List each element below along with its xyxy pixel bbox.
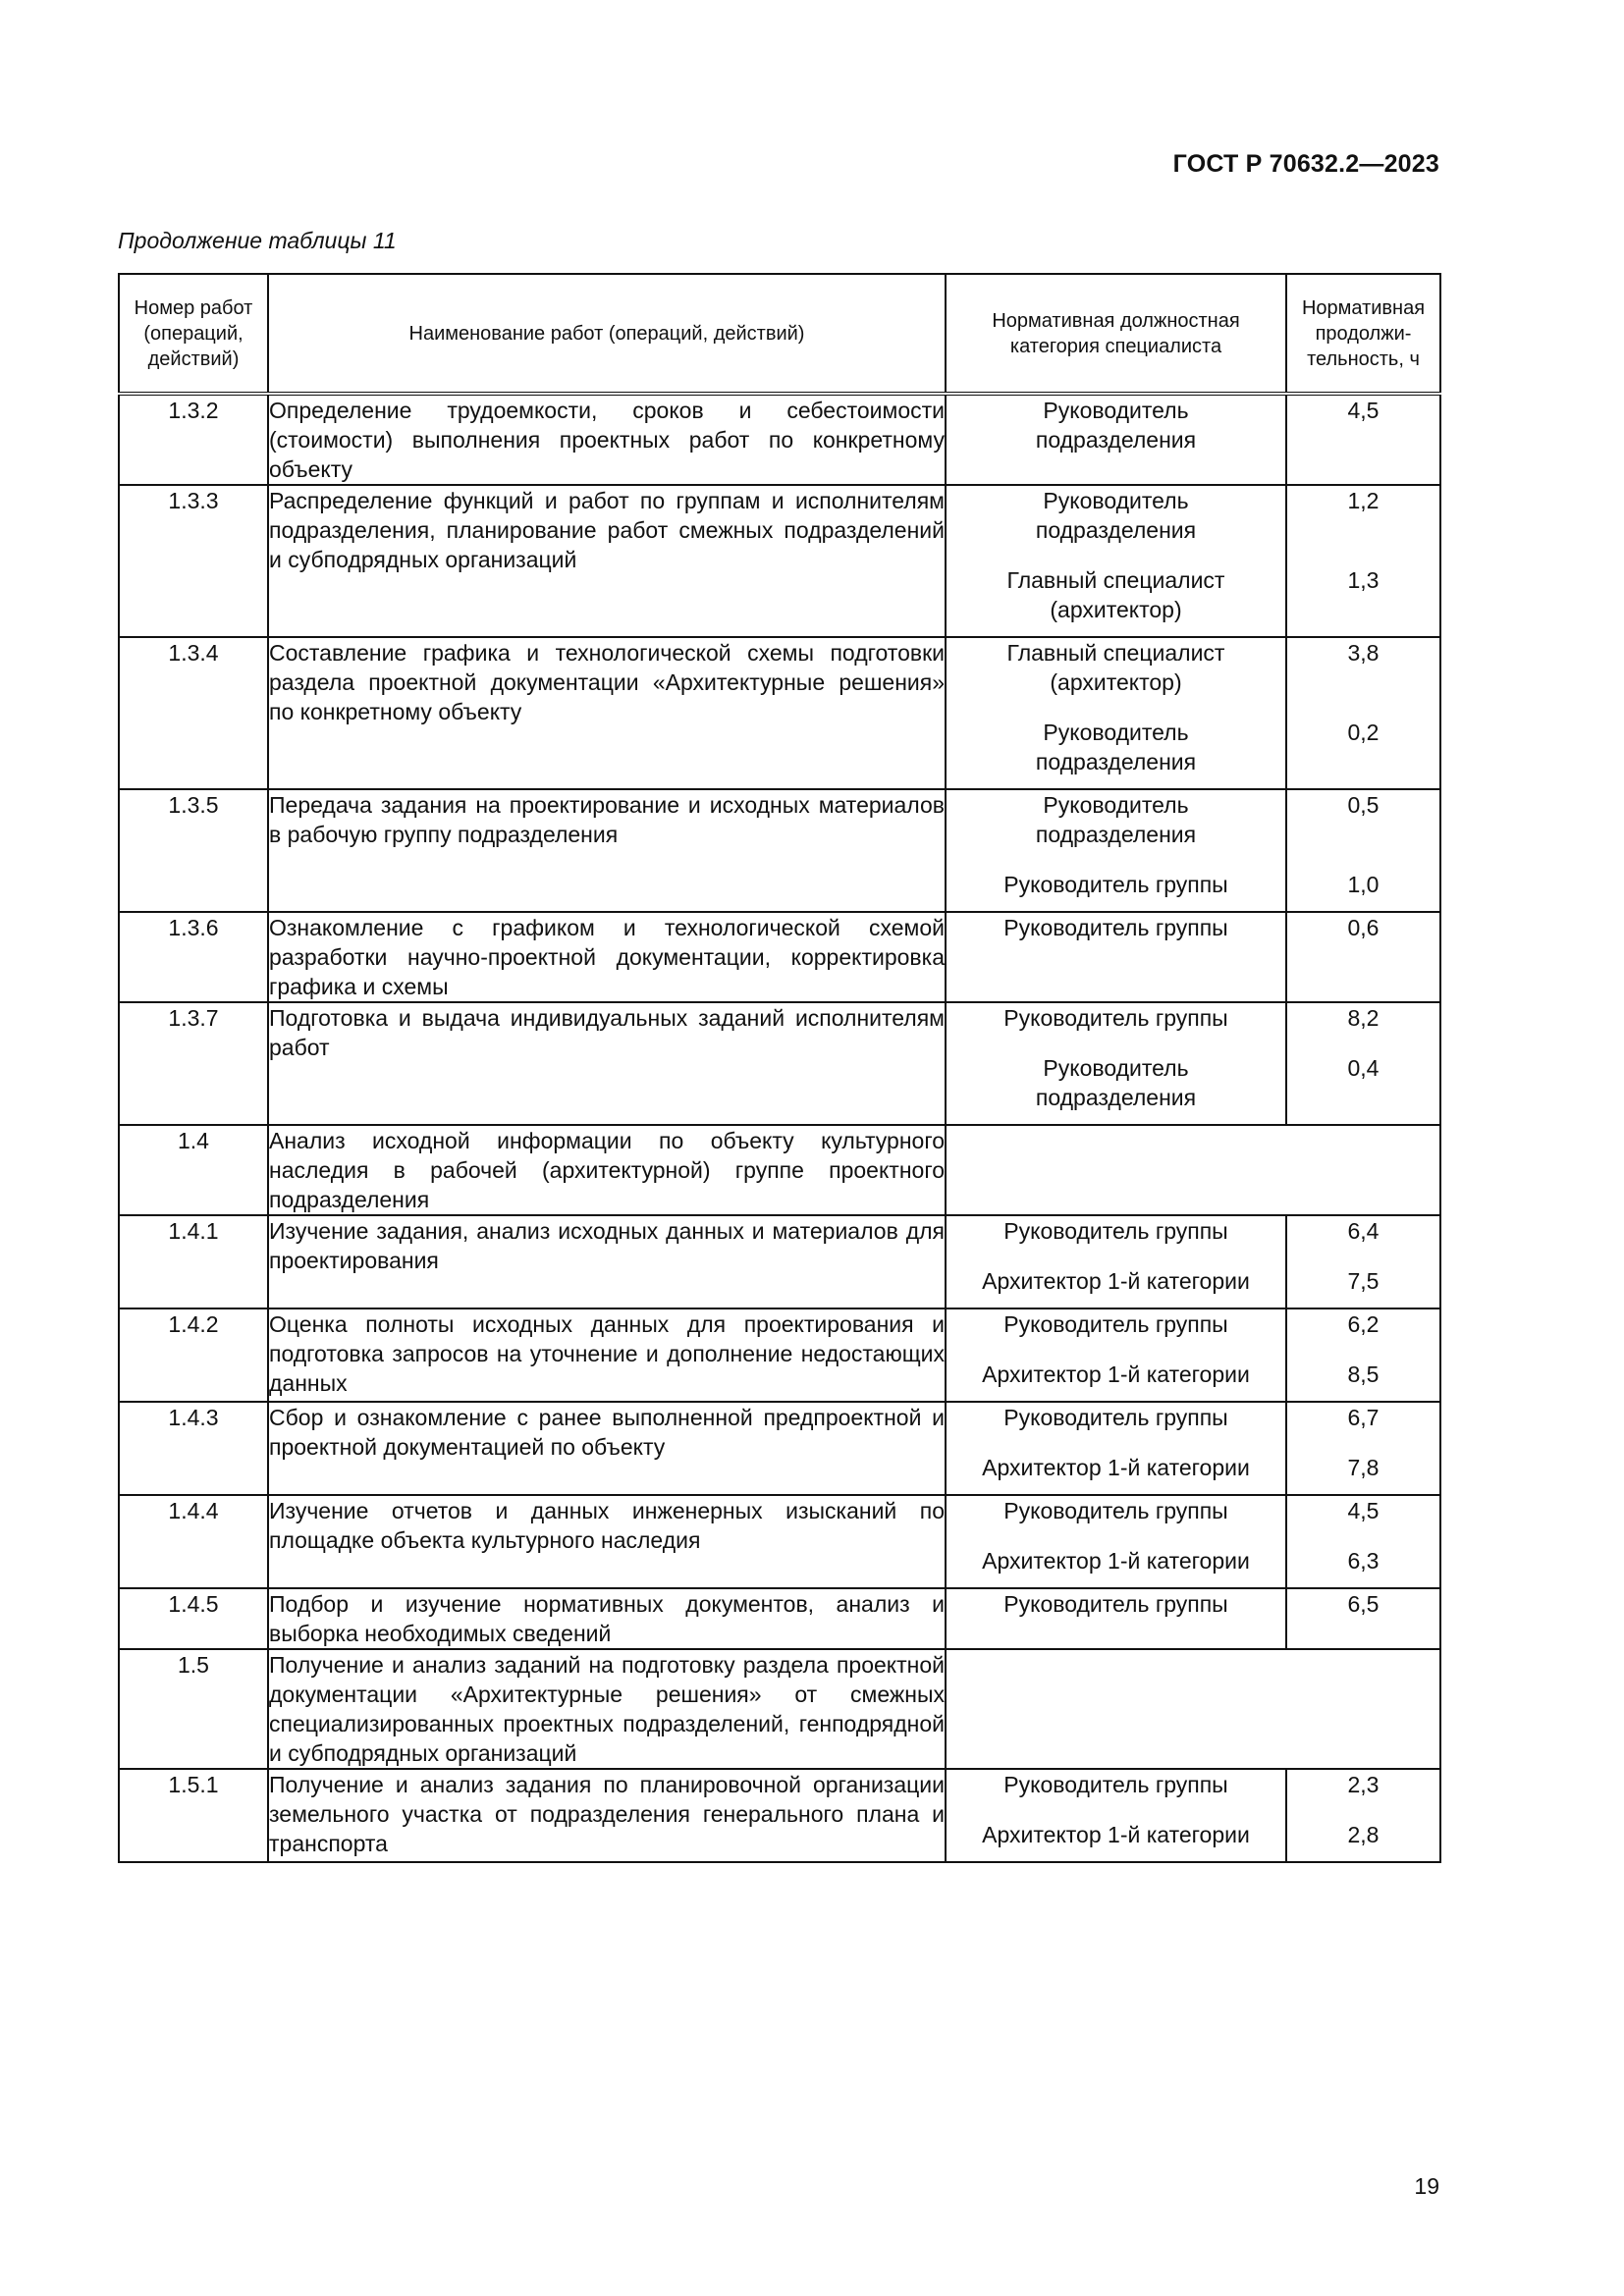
specialist-category: Руководитель группы [1003, 1591, 1228, 1617]
specialist-category-cell [946, 1402, 1286, 1495]
specialist-category-cell [946, 394, 1286, 485]
duration-value: 4,5 [1347, 1498, 1380, 1523]
duration-cell [1286, 1002, 1440, 1125]
duration-value: 6,7 [1347, 1405, 1380, 1430]
specialist-category: Архитектор 1-й категории [982, 1362, 1250, 1387]
duration-value: 0,4 [1347, 1055, 1380, 1081]
specialist-category-cell [946, 1588, 1286, 1649]
duration-value: 2,3 [1347, 1772, 1380, 1797]
column-header-number: Номер работ (операций, действий) [119, 274, 268, 394]
duration-value: 7,5 [1347, 1268, 1380, 1294]
work-number-cell: 1.4.2 [119, 1308, 268, 1402]
work-name-cell: Оценка полноты исходных данных для проектирования и подготовка запросов на уточнение и дополнение недостающих данных [268, 1308, 946, 1402]
specialist-category-cell [946, 1215, 1286, 1308]
duration-value: 6,5 [1347, 1591, 1380, 1617]
table-caption: Продолжение таблицы 11 [118, 228, 397, 253]
duration-cell [1286, 1308, 1440, 1402]
table-header-row [119, 274, 1440, 394]
table-row [119, 485, 1440, 637]
table-row [119, 1649, 1440, 1769]
specialist-category: Руководитель группы [1003, 1218, 1228, 1244]
work-name-cell: Подготовка и выдача индивидуальных заданий исполнителям работ [268, 1002, 946, 1125]
specialist-category: Руководитель группы [1003, 915, 1228, 940]
specialist-category-cell [946, 789, 1286, 912]
work-number-cell: 1.5.1 [119, 1769, 268, 1862]
column-header-category: Нормативная должностная категория специалиста [946, 274, 1286, 394]
work-name-cell: Получение и анализ заданий на подготовку раздела проектной документации «Архитектурные решения» от смежных специализированных проектных подразделений, генподрядной и субподрядных организаций [268, 1649, 946, 1769]
work-number-cell: 1.4.5 [119, 1588, 268, 1649]
specialist-category: Руководитель подразделения [1035, 792, 1197, 847]
duration-value: 3,8 [1347, 640, 1380, 666]
work-name-cell: Передача задания на проектирование и исходных материалов в рабочую группу подразделения [268, 789, 946, 912]
duration-value: 6,4 [1347, 1218, 1380, 1244]
duration-value: 4,5 [1347, 398, 1380, 423]
table-row [119, 1002, 1440, 1125]
specialist-category-cell [946, 912, 1286, 1002]
document-standard-header: ГОСТ Р 70632.2—2023 [1172, 150, 1439, 178]
duration-cell [1286, 485, 1440, 637]
table-row [119, 789, 1440, 912]
work-name-cell: Определение трудоемкости, сроков и себестоимости (стоимости) выполнения проектных работ по конкретному объекту [268, 394, 946, 485]
table-row [119, 912, 1440, 1002]
duration-value: 6,3 [1347, 1548, 1380, 1574]
specialist-category: Руководитель подразделения [1035, 720, 1197, 774]
table-row [119, 1769, 1440, 1862]
work-number-cell: 1.4.4 [119, 1495, 268, 1588]
specialist-category-cell [946, 637, 1286, 789]
duration-value: 1,2 [1347, 488, 1380, 513]
table-row [119, 1588, 1440, 1649]
duration-cell [1286, 912, 1440, 1002]
specialist-category: Главный специалист (архитектор) [1006, 640, 1225, 695]
work-number-cell: 1.4 [119, 1125, 268, 1215]
specialist-category: Главный специалист (архитектор) [1006, 567, 1225, 622]
duration-value: 7,8 [1347, 1455, 1380, 1480]
specialist-category: Руководитель подразделения [1035, 398, 1197, 453]
work-name-cell: Получение и анализ задания по планировочной организации земельного участка от подразделения генерального плана и транспорта [268, 1769, 946, 1862]
specialist-category-cell [946, 1002, 1286, 1125]
work-number-cell: 1.3.4 [119, 637, 268, 789]
work-number-cell: 1.3.6 [119, 912, 268, 1002]
merged-empty-cell [946, 1649, 1440, 1769]
duration-value: 0,2 [1347, 720, 1380, 745]
work-name-cell: Изучение отчетов и данных инженерных изысканий по площадке объекта культурного наследия [268, 1495, 946, 1588]
duration-cell [1286, 1769, 1440, 1862]
work-name-cell: Сбор и ознакомление с ранее выполненной предпроектной и проектной документацией по объекту [268, 1402, 946, 1495]
duration-cell [1286, 1215, 1440, 1308]
work-name-cell: Анализ исходной информации по объекту культурного наследия в рабочей (архитектурной) группе проектного подразделения [268, 1125, 946, 1215]
specialist-category: Руководитель группы [1003, 1311, 1228, 1337]
specialist-category: Архитектор 1-й категории [982, 1548, 1250, 1574]
column-header-name: Наименование работ (операций, действий) [268, 274, 946, 394]
specialist-category: Руководитель группы [1003, 872, 1228, 897]
specialist-category: Архитектор 1-й категории [982, 1455, 1250, 1480]
table-row [119, 1495, 1440, 1588]
duration-cell [1286, 789, 1440, 912]
work-number-cell: 1.3.2 [119, 394, 268, 485]
duration-cell [1286, 394, 1440, 485]
specialist-category-cell [946, 485, 1286, 637]
work-number-cell: 1.3.5 [119, 789, 268, 912]
specialist-category: Руководитель группы [1003, 1772, 1228, 1797]
duration-cell [1286, 1495, 1440, 1588]
duration-cell [1286, 637, 1440, 789]
specialist-category: Архитектор 1-й категории [982, 1268, 1250, 1294]
specialist-category: Архитектор 1-й категории [982, 1822, 1250, 1847]
specialist-category-cell [946, 1308, 1286, 1402]
column-header-duration: Нормативная продолжи-тельность, ч [1286, 274, 1440, 394]
specialist-category: Руководитель группы [1003, 1405, 1228, 1430]
table-body [119, 394, 1440, 1862]
specialist-category: Руководитель подразделения [1035, 1055, 1197, 1110]
table-row [119, 1215, 1440, 1308]
merged-empty-cell [946, 1125, 1440, 1215]
work-name-cell: Распределение функций и работ по группам и исполнителям подразделения, планирование работ смежных подразделений и субподрядных организаций [268, 485, 946, 637]
duration-value: 6,2 [1347, 1311, 1380, 1337]
page-number: 19 [1414, 2173, 1439, 2199]
work-norms-table [118, 273, 1441, 1863]
table-row [119, 637, 1440, 789]
work-name-cell: Ознакомление с графиком и технологической схемой разработки научно-проектной документации, корректировка графика и схемы [268, 912, 946, 1002]
duration-value: 0,5 [1347, 792, 1380, 818]
work-number-cell: 1.5 [119, 1649, 268, 1769]
duration-cell [1286, 1402, 1440, 1495]
specialist-category-cell [946, 1769, 1286, 1862]
duration-cell [1286, 1588, 1440, 1649]
duration-value: 2,8 [1347, 1822, 1380, 1847]
specialist-category: Руководитель группы [1003, 1005, 1228, 1031]
duration-value: 0,6 [1347, 915, 1380, 940]
work-name-cell: Изучение задания, анализ исходных данных и материалов для проектирования [268, 1215, 946, 1308]
work-number-cell: 1.4.3 [119, 1402, 268, 1495]
table-row [119, 1402, 1440, 1495]
duration-value: 8,5 [1347, 1362, 1380, 1387]
table-row [119, 1125, 1440, 1215]
work-number-cell: 1.4.1 [119, 1215, 268, 1308]
table-row [119, 394, 1440, 485]
duration-value: 1,3 [1347, 567, 1380, 593]
specialist-category: Руководитель группы [1003, 1498, 1228, 1523]
work-number-cell: 1.3.7 [119, 1002, 268, 1125]
work-name-cell: Составление графика и технологической схемы подготовки раздела проектной документации «Архитектурные решения» по конкретному объекту [268, 637, 946, 789]
work-number-cell: 1.3.3 [119, 485, 268, 637]
work-name-cell: Подбор и изучение нормативных документов, анализ и выборка необходимых сведений [268, 1588, 946, 1649]
specialist-category: Руководитель подразделения [1035, 488, 1197, 543]
specialist-category-cell [946, 1495, 1286, 1588]
duration-value: 1,0 [1347, 872, 1380, 897]
table-row [119, 1308, 1440, 1402]
duration-value: 8,2 [1347, 1005, 1380, 1031]
